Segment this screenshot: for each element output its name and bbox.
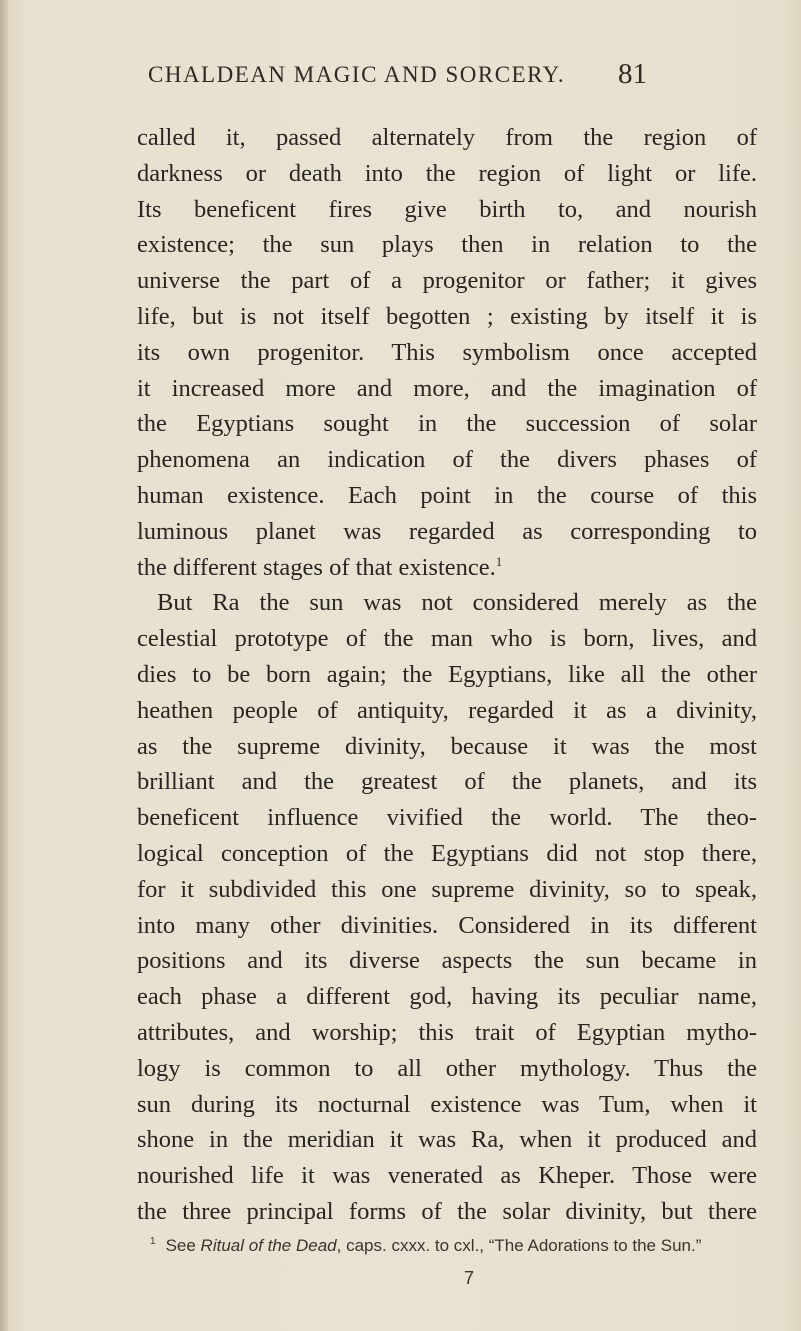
page-gutter-edge — [0, 0, 8, 1331]
footnote-reference: 1 — [495, 553, 503, 569]
text-line: the three principal forms of the solar divinity, but there — [137, 1197, 757, 1225]
text-line-paragraph-start: But Ra the sun was not considered merely as the — [157, 589, 757, 617]
text-line: life, but is not itself begotten ; existing by itself it is — [137, 302, 757, 330]
text-line: Its beneficent fires give birth to, and nourish — [137, 195, 757, 223]
text-line: sun during its nocturnal existence was Tum, when it — [137, 1090, 757, 1118]
text-line: phenomena an indication of the divers phases of — [137, 446, 757, 474]
text-line: called it, passed alternately from the region of — [137, 124, 757, 151]
running-head-title: CHALDEAN MAGIC AND SORCERY. — [148, 62, 566, 87]
text-line: heathen people of antiquity, regarded it as a divinity, — [137, 696, 757, 724]
text-line: as the supreme divinity, because it was the most — [137, 732, 757, 760]
text-line: nourished life it was venerated as Kheper. Those were — [137, 1162, 757, 1190]
body-text — [137, 120, 757, 1230]
text-line: logical conception of the Egyptians did not stop there, — [137, 839, 757, 867]
text-line: into many other divinities. Considered in its different — [137, 911, 757, 939]
footnote-prefix: See — [165, 1236, 201, 1255]
text-line: brilliant and the greatest of the planets, and its — [137, 768, 757, 796]
text-line: universe the part of a progenitor or father; it gives — [137, 267, 757, 295]
text-line: its own progenitor. This symbolism once accepted — [137, 338, 757, 366]
text-line: human existence. Each point in the course of this — [137, 481, 757, 509]
text-line: positions and its diverse aspects the sun became in — [137, 947, 757, 975]
footnote-mark: 1 — [150, 1236, 156, 1248]
text-line: each phase a different god, having its peculiar name, — [137, 983, 757, 1011]
text-line: shone in the meridian it was Ra, when it produced and — [137, 1126, 757, 1154]
text-line: beneficent influence vivified the world. The theo- — [137, 804, 757, 832]
text-line: darkness or death into the region of light or life. — [137, 159, 757, 187]
signature-mark: 7 — [464, 1268, 475, 1288]
text-line: dies to be born again; the Egyptians, like all the other — [137, 660, 757, 688]
text-line: luminous planet was regarded as corresponding to — [137, 517, 757, 545]
text-line: attributes, and worship; this trait of Egyptian mytho- — [137, 1018, 757, 1046]
text-line: existence; the sun plays then in relation to the — [137, 231, 757, 259]
footnote-suffix: , caps. cxxx. to cxl., “The Adorations to the Sun.” — [336, 1236, 702, 1255]
footnote — [150, 1236, 770, 1256]
running-head — [0, 58, 801, 98]
text-line-content: the different stages of that existence. — [137, 553, 496, 581]
footnote-title: Ritual of the Dead — [200, 1236, 337, 1255]
text-line: celestial prototype of the man who is born, lives, and — [137, 625, 757, 653]
page-number: 81 — [618, 58, 647, 90]
text-line: logy is common to all other mythology. Thus the — [137, 1054, 757, 1082]
text-line: the Egyptians sought in the succession of solar — [137, 410, 757, 438]
text-line: it increased more and more, and the imagination of — [137, 374, 757, 402]
text-line: for it subdivided this one supreme divinity, so to speak, — [137, 875, 757, 903]
text-line-paragraph-end — [137, 550, 757, 586]
